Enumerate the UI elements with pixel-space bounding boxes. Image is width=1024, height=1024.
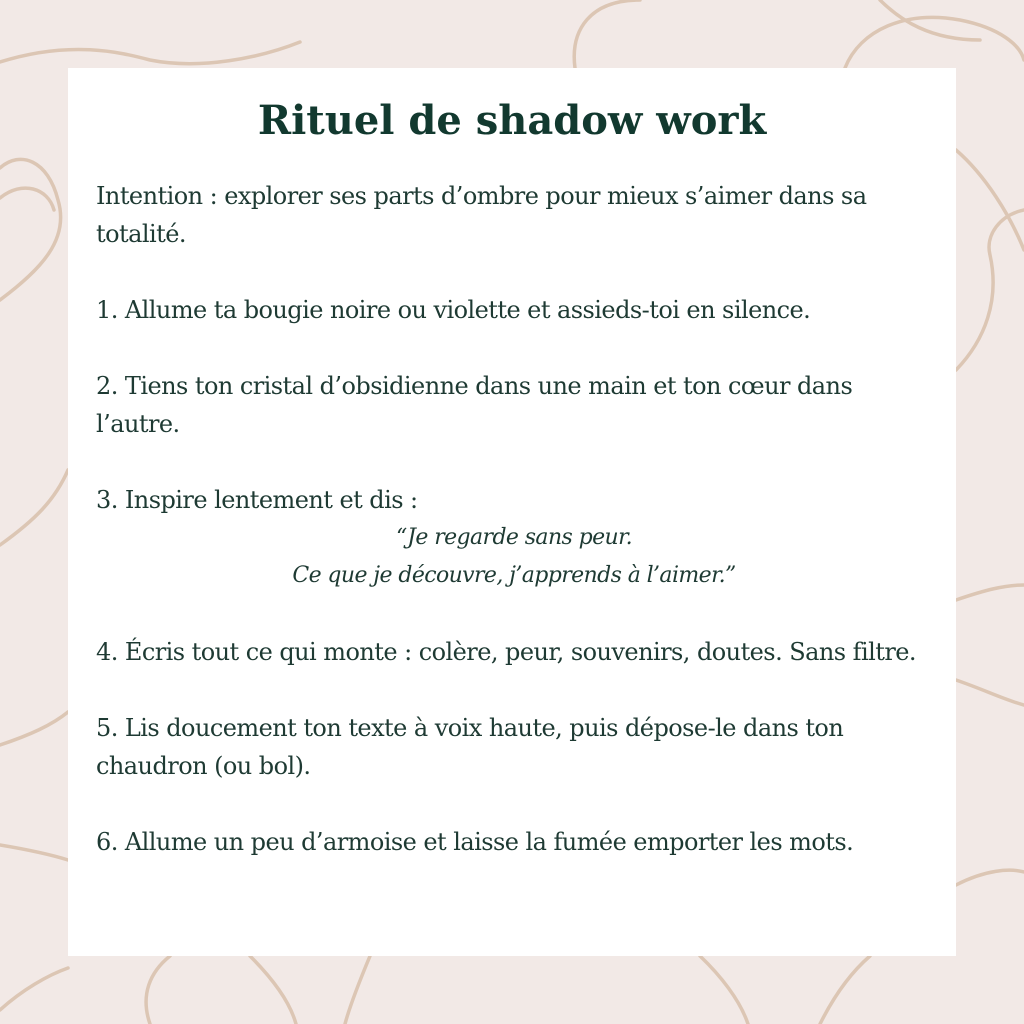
bg-curve (0, 470, 68, 545)
bg-curve (0, 159, 61, 300)
step-2: 2. Tiens ton cristal d’obsidienne dans une main et ton cœur dans l’autre. (96, 372, 853, 438)
quote-line-1: “Je regarde sans peur. (396, 525, 632, 550)
bg-curve (0, 968, 68, 1010)
card-title: Rituel de shadow work (257, 97, 767, 144)
bg-curve (146, 956, 170, 1024)
step-3: 3. Inspire lentement et dis : (96, 486, 418, 514)
bg-curve (0, 712, 68, 745)
card-content (96, 177, 932, 899)
bg-curve (0, 845, 68, 860)
bg-curve (956, 680, 1024, 705)
bg-curve (0, 42, 300, 64)
step-4: 4. Écris tout ce qui monte : colère, peur, souvenirs, doutes. Sans filtre. (96, 638, 916, 666)
bg-curve (956, 870, 1024, 885)
step-1: 1. Allume ta bougie noire ou violette et assieds-toi en silence. (96, 296, 811, 324)
bg-curve (845, 17, 1024, 68)
bg-curve (250, 956, 296, 1024)
bg-curve (345, 956, 370, 1024)
ritual-card (68, 68, 956, 956)
ritual-quote (96, 519, 932, 595)
bg-curve (956, 585, 1024, 600)
intention-text: Intention : explorer ses parts d’ombre pour mieux s’aimer dans sa totalité. (96, 182, 867, 248)
bg-curve (956, 210, 1024, 370)
quote-line-2: Ce que je découvre, j’apprends à l’aimer.” (292, 563, 736, 588)
step-6: 6. Allume un peu d’armoise et laisse la fumée emporter les mots. (96, 828, 854, 856)
bg-curve (574, 0, 640, 68)
bg-curve (820, 956, 870, 1024)
bg-curve (700, 956, 748, 1024)
step-5: 5. Lis doucement ton texte à voix haute, puis dépose-le dans ton chaudron (ou bol). (96, 714, 844, 780)
bg-curve (0, 188, 54, 210)
